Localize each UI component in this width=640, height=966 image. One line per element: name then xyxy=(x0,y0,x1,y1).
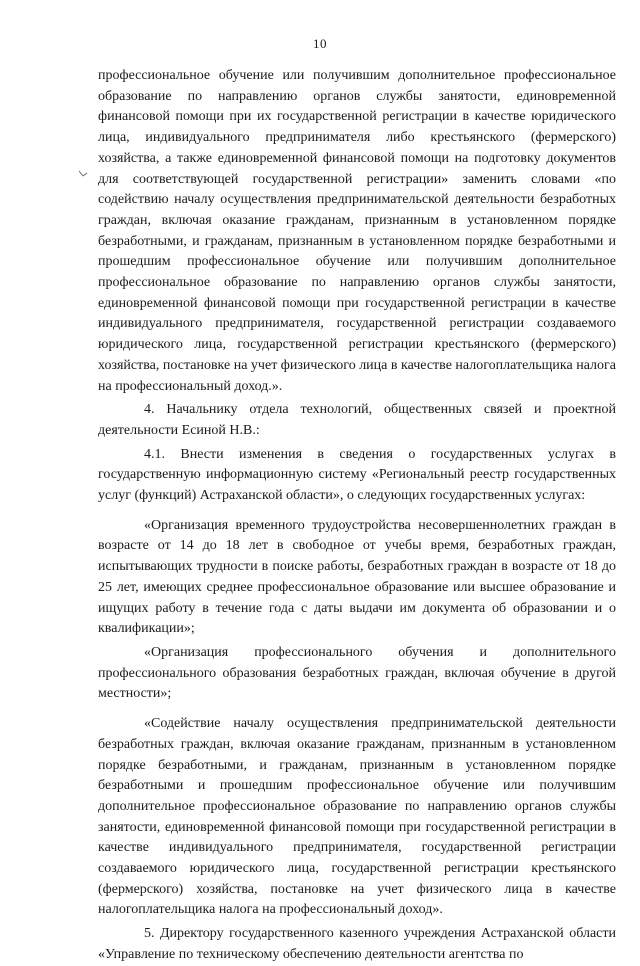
document-body xyxy=(98,66,616,966)
paragraph-service-1: «Организация временного трудоустройства несовершеннолетних граждан в возрасте от 14 до 18 лет в свободное от учебы время, безработных граждан, испытывающих трудности в поиске работы, безработных граждан в возрасте от 18 до 25 лет, имеющих среднее профессиональное образование или высшее образование и ищущих работу в течение года с даты выдачи им документа об образовании и о квалификации»; xyxy=(98,517,616,637)
page-number: 10 xyxy=(313,36,327,51)
paragraph-item-4: 4. Начальнику отдела технологий, общественных связей и проектной деятельности Есиной Н.В.: xyxy=(98,402,616,438)
paragraph-service-3: «Содействие началу осуществления предпринимательской деятельности безработных граждан, включая оказание гражданам, признанным в установленном порядке безработными, и гражданам, признанным в установленном порядке безработными и прошедшим профессиональное обучение или получившим дополнительное профессиональное образование по направлению органов службы занятости, единовременной финансовой помощи при государственной регистрации в качестве индивидуального предпринимателя, государственной регистрации создаваемого юридического лица, государственной регистрации крестьянского (фермерского) хозяйства, постановке на учет физического лица в качестве налогоплательщика налога на профессиональный доход». xyxy=(98,716,616,918)
margin-mark-icon xyxy=(78,170,88,178)
paragraph-service-2: «Организация профессионального обучения и дополнительного профессионального образования безработных граждан, включая обучение в другой местности»; xyxy=(98,644,616,702)
paragraph-item-4-1: 4.1. Внести изменения в сведения о государственных услугах в государственную информационную систему «Региональный реестр государственных услуг (функций) Астраханской области», о следующих государственных услугах: xyxy=(98,446,616,504)
paragraph-continuation: профессиональное обучение или получившим дополнительное профессиональное образование по направлению органов службы занятости, единовременной финансовой помощи при их государственной регистрации в качестве юридического лица, индивидуального предпринимателя либо крестьянского (фермерского) хозяйства, а также единовременной финансовой помощи на подготовку документов для соответствующей государственной регистрации» заменить словами «по содействию началу осуществления предпринимательской деятельности безработных граждан, включая оказание гражданам, признанным в установленном порядке безработными, и гражданам, признанным в установленном порядке безработными и прошедшим профессиональное обучение или получившим дополнительное профессиональное образование по направлению органов службы занятости, единовременной финансовой помощи при государственной регистрации в качестве индивидуального предпринимателя, государственной регистрации создаваемого юридического лица, государственной регистрации крестьянского (фермерского) хозяйства, постановке на учет физического лица в качестве налогоплательщика налога на профессиональный доход.». xyxy=(98,68,616,394)
paragraph-item-5: 5. Директору государственного казенного учреждения Астраханской области «Управление по техническому обеспечению деятельности агентства по xyxy=(98,926,616,962)
